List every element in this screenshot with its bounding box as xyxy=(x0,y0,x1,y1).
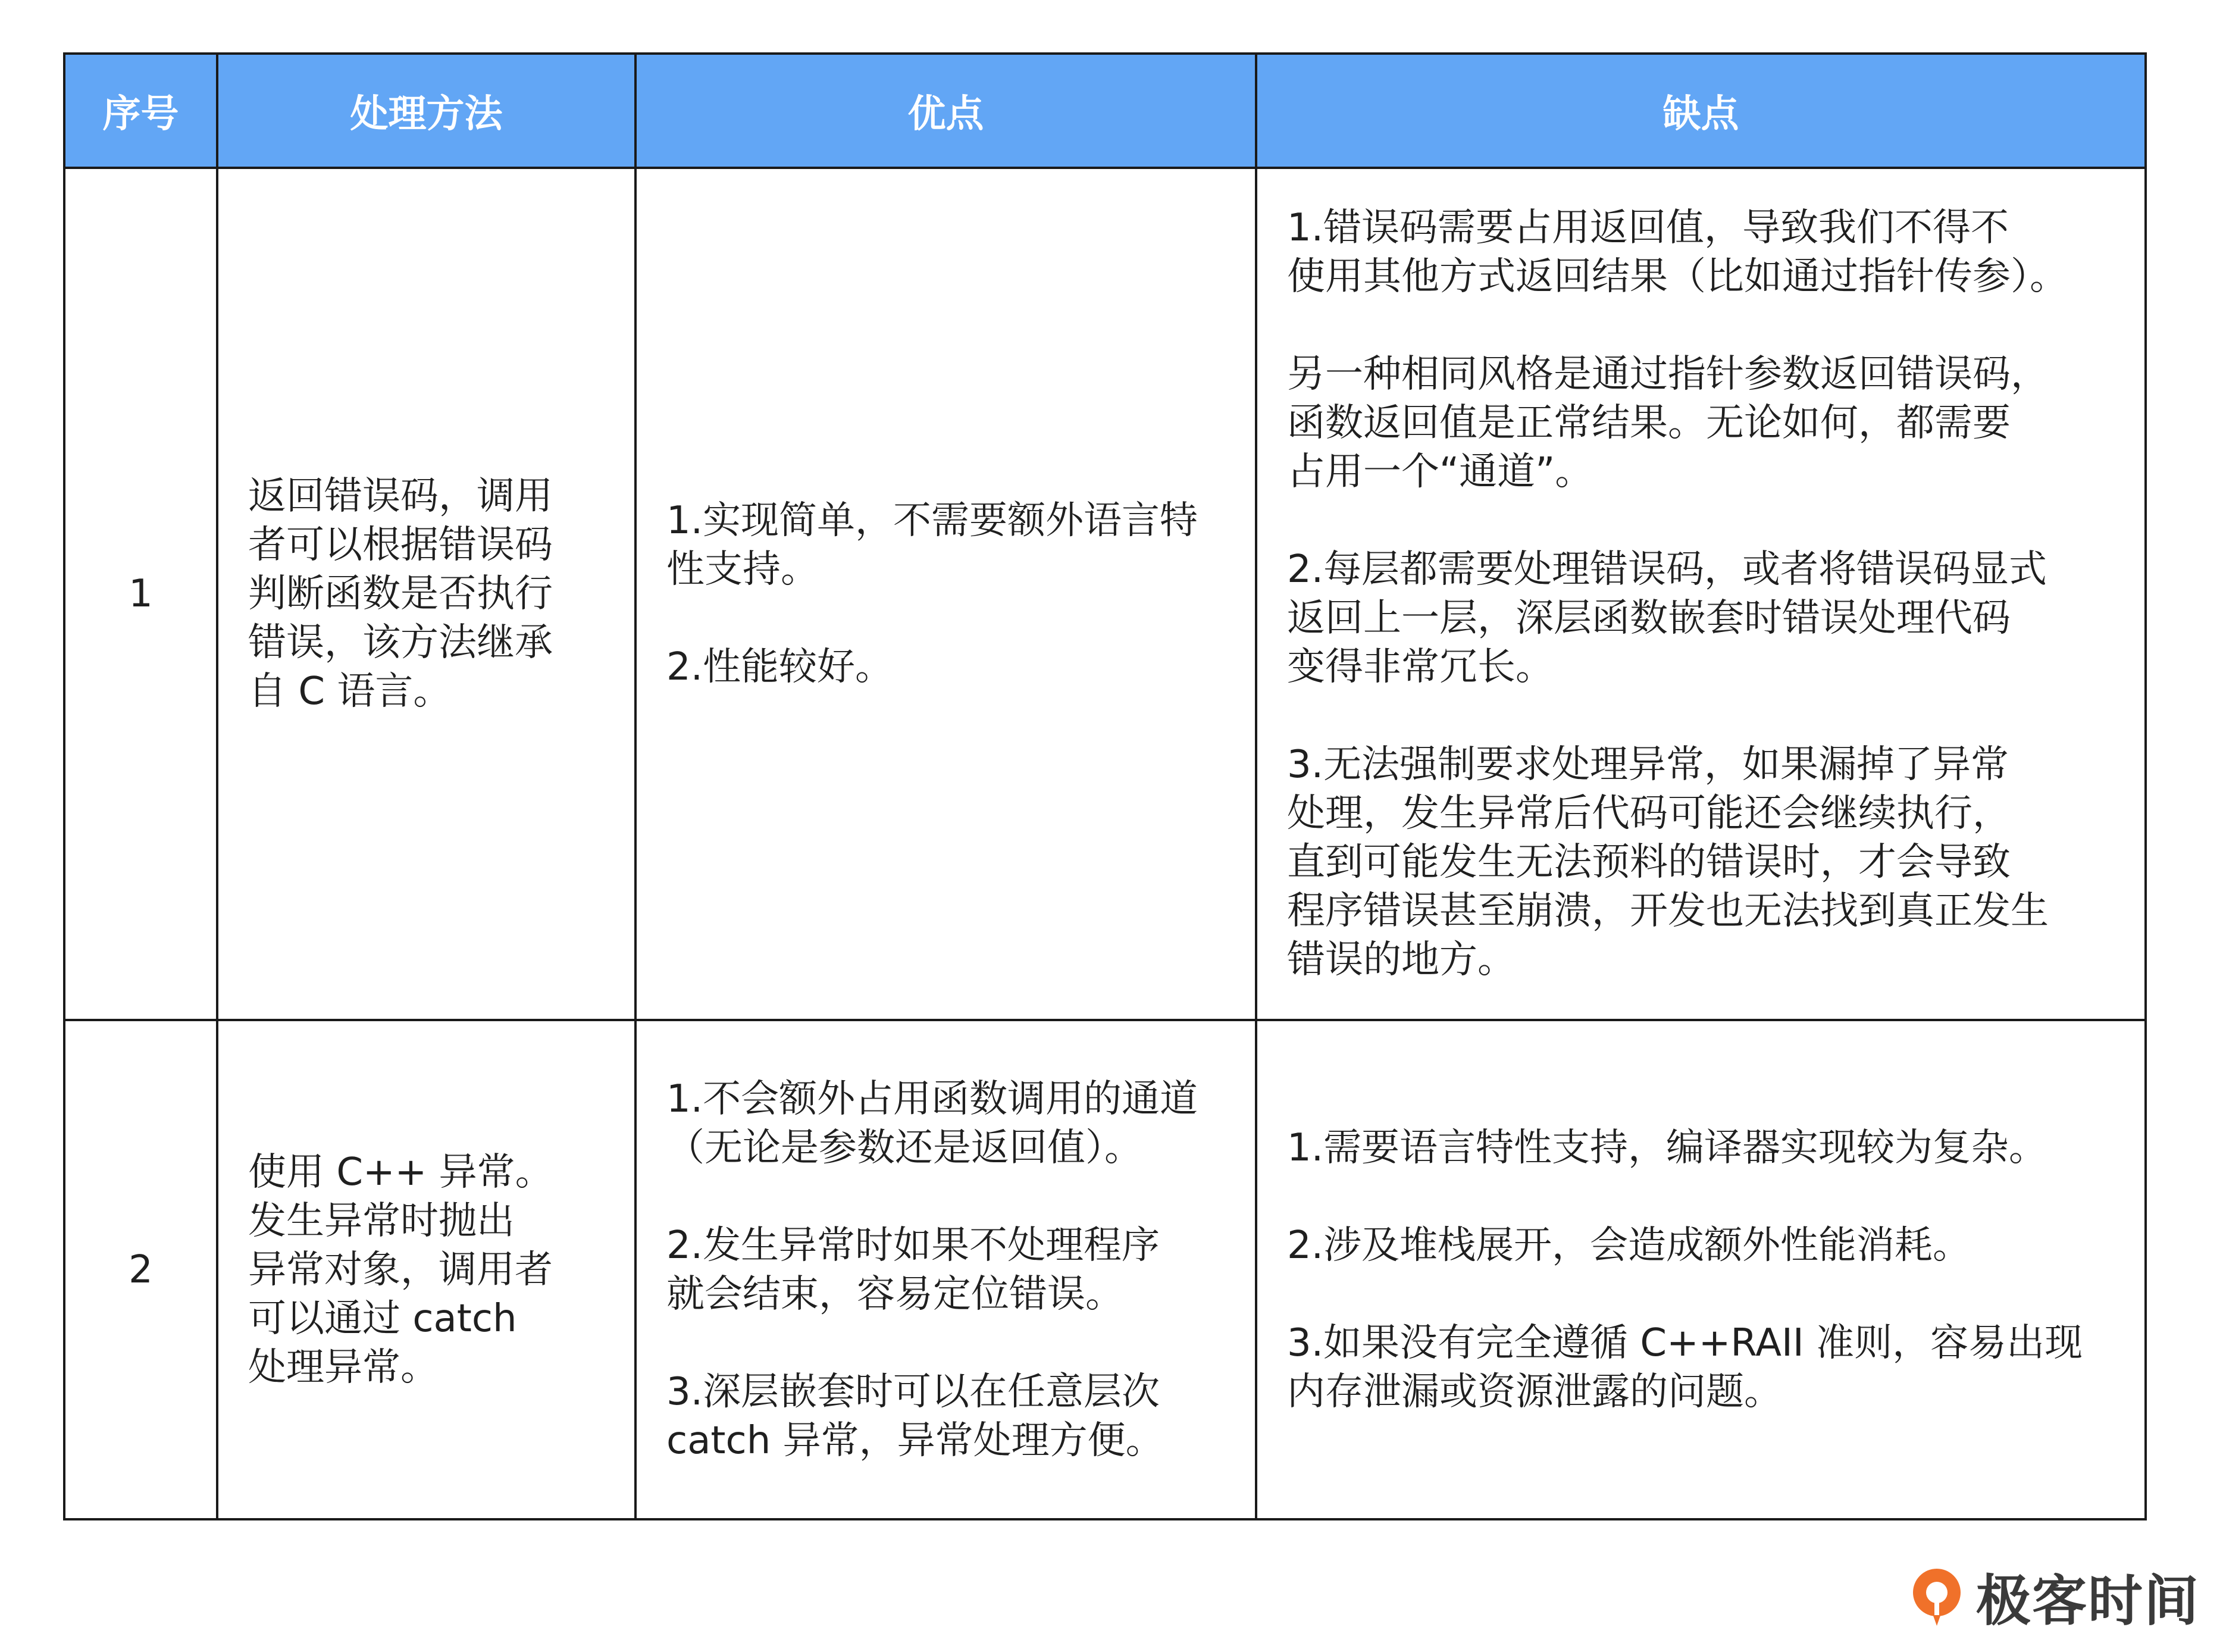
text-line: 就会结束，容易定位错误。 xyxy=(666,1272,1123,1316)
text-line: 处理异常。 xyxy=(248,1345,439,1390)
header-cons: 缺点 xyxy=(1256,54,2146,168)
method-cell xyxy=(217,168,635,1020)
text-line: 内存泄漏或资源泄露的问题。 xyxy=(1287,1369,1782,1414)
text-line: （无论是参数还是返回值）。 xyxy=(666,1125,1142,1170)
logo-text: 极客时间 xyxy=(1976,1569,2200,1633)
text-line: 函数返回值是正常结果。无论如何，都需要 xyxy=(1287,401,2011,445)
pros-item xyxy=(666,1221,1225,1319)
header-pros: 优点 xyxy=(635,54,1256,168)
text-line: 错误的地方。 xyxy=(1287,938,1516,982)
text-line: 2.每层都需要处理错误码，或者将错误码显式 xyxy=(1287,547,2047,592)
geektime-logo xyxy=(1907,1564,2200,1633)
table-header-row xyxy=(64,54,2146,168)
text-line: 返回上一层，深层函数嵌套时错误处理代码 xyxy=(1287,596,2011,640)
text-line: 者可以根据错误码 xyxy=(248,523,553,567)
text-line: 1.错误码需要占用返回值，导致我们不得不 xyxy=(1287,206,2009,250)
text-line: 自 C 语言。 xyxy=(248,669,452,714)
header-number: 序号 xyxy=(64,54,217,168)
text-line: 异常对象，调用者 xyxy=(248,1247,553,1292)
text-line: 处理，发生异常后代码可能还会继续执行， xyxy=(1287,791,2011,836)
geektime-logo-icon xyxy=(1907,1564,1967,1629)
text-line: 变得非常冗长。 xyxy=(1287,645,1554,689)
text-line: 返回错误码，调用 xyxy=(248,474,553,518)
cons-cell xyxy=(1256,168,2146,1020)
text-line: 直到可能发生无法预料的错误时，才会导致 xyxy=(1287,840,2011,884)
text-line: 1.需要语言特性支持，编译器实现较为复杂。 xyxy=(1287,1125,2047,1170)
cons-item xyxy=(1287,204,2115,301)
row-number: 2 xyxy=(64,1020,217,1519)
table-row xyxy=(64,1020,2146,1519)
pros-cell xyxy=(635,168,1256,1020)
pros-item xyxy=(666,643,1225,692)
text-line: 性支持。 xyxy=(666,547,819,592)
pros-item xyxy=(666,1075,1225,1172)
text-line: 可以通过 catch xyxy=(248,1296,517,1341)
text-line: 程序错误甚至崩溃，开发也无法找到真正发生 xyxy=(1287,889,2049,933)
text-line: 1.实现简单，不需要额外语言特 xyxy=(666,499,1198,543)
cons-item xyxy=(1287,740,2115,984)
text-line: 另一种相同风格是通过指针参数返回错误码， xyxy=(1287,352,2049,396)
text-line: 判断函数是否执行 xyxy=(248,572,553,616)
pros-cell xyxy=(635,1020,1256,1519)
pros-item xyxy=(666,1368,1225,1465)
text-line: 使用 C++ 异常。 xyxy=(248,1150,553,1194)
text-line: catch 异常，异常处理方便。 xyxy=(666,1418,1164,1463)
text-line: 3.深层嵌套时可以在任意层次 xyxy=(666,1369,1160,1414)
text-line: 3.如果没有完全遵循 C++RAII 准则，容易出现 xyxy=(1287,1321,2083,1365)
text-line: 发生异常时抛出 xyxy=(248,1199,515,1243)
pros-item xyxy=(666,496,1225,594)
table-row xyxy=(64,168,2146,1020)
text-line: 错误，该方法继承 xyxy=(248,621,553,665)
text-line: 占用一个“通道”。 xyxy=(1287,450,1593,494)
header-method: 处理方法 xyxy=(217,54,635,168)
comparison-table xyxy=(63,52,2147,1520)
row-number: 1 xyxy=(64,168,217,1020)
text-line: 1.不会额外占用函数调用的通道 xyxy=(666,1077,1198,1121)
cons-cell xyxy=(1256,1020,2146,1519)
cons-item xyxy=(1287,1319,2115,1416)
method-cell xyxy=(217,1020,635,1519)
cons-item xyxy=(1287,545,2115,692)
text-line: 2.性能较好。 xyxy=(666,645,894,689)
text-line: 使用其他方式返回结果（比如通过指针传参）。 xyxy=(1287,255,2068,299)
cons-item xyxy=(1287,1221,2115,1270)
cons-item xyxy=(1287,350,2115,496)
text-line: 2.涉及堆栈展开，会造成额外性能消耗。 xyxy=(1287,1223,1971,1268)
text-line: 3.无法强制要求处理异常，如果漏掉了异常 xyxy=(1287,743,2009,787)
text-line: 2.发生异常时如果不处理程序 xyxy=(666,1223,1160,1268)
cons-item xyxy=(1287,1124,2115,1172)
